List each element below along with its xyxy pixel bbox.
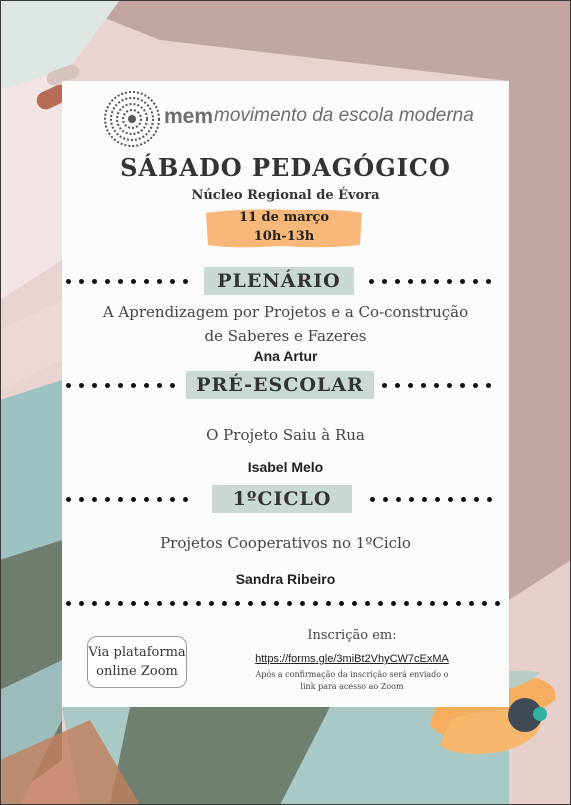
logo bbox=[102, 89, 502, 149]
dotted-divider-right bbox=[369, 279, 499, 285]
talk-line: A Aprendizagem por Projetos e a Co-construção bbox=[102, 303, 469, 321]
dotted-divider-right bbox=[382, 383, 499, 389]
talk-title bbox=[62, 300, 509, 348]
dotted-divider-left bbox=[66, 279, 196, 285]
event-title: SÁBADO PEDAGÓGICO bbox=[120, 153, 451, 182]
section-label: PRÉ-ESCOLAR bbox=[196, 374, 364, 396]
registration-label: Inscrição em: bbox=[307, 628, 397, 643]
logo-mark: mem bbox=[164, 105, 214, 128]
section-label-box bbox=[204, 267, 354, 295]
via-line: online Zoom bbox=[96, 664, 178, 679]
speaker-name: Sandra Ribeiro bbox=[235, 571, 336, 587]
talk-line: Projetos Cooperativos no 1ºCiclo bbox=[160, 534, 411, 552]
logo-name: movimento da escola moderna bbox=[214, 105, 474, 126]
dotted-divider-left bbox=[66, 383, 183, 389]
section-label: 1ºCICLO bbox=[232, 488, 332, 510]
bottom-divider bbox=[62, 589, 509, 619]
event-subtitle: Núcleo Regional de Évora bbox=[191, 188, 380, 203]
event-date: 11 de março bbox=[238, 210, 330, 225]
dotted-divider-left bbox=[66, 497, 196, 503]
date-badge bbox=[202, 207, 366, 249]
section-label: PLENÁRIO bbox=[217, 270, 341, 292]
via-zoom-box bbox=[87, 636, 187, 688]
note-line: link para acesso ao Zoom bbox=[300, 682, 404, 691]
speaker-name: Isabel Melo bbox=[247, 459, 324, 475]
section-header-plenario bbox=[62, 267, 509, 297]
section-header-pre-escolar bbox=[62, 371, 509, 401]
talk-line: O Projeto Saiu à Rua bbox=[206, 426, 365, 444]
talk-title bbox=[62, 423, 509, 447]
dotted-divider bbox=[66, 601, 508, 607]
section-header-1ciclo bbox=[62, 485, 509, 515]
section-label-box bbox=[212, 485, 352, 513]
section-label-box bbox=[186, 371, 374, 399]
spiral-shell-icon bbox=[102, 89, 162, 149]
registration-link[interactable]: https://forms.gle/3miBt2VhyCW7cExMA bbox=[255, 653, 449, 665]
speaker-name: Ana Artur bbox=[253, 348, 318, 364]
registration-note bbox=[212, 669, 492, 693]
event-time: 10h-13h bbox=[253, 229, 315, 244]
talk-title bbox=[62, 531, 509, 555]
via-line: Via plataforma bbox=[88, 645, 186, 660]
talk-line: de Saberes e Fazeres bbox=[204, 327, 367, 345]
note-line: Após a confirmação da inscrição será enviado o bbox=[255, 670, 449, 679]
flyer-card bbox=[62, 81, 509, 707]
dotted-divider-right bbox=[370, 497, 500, 503]
